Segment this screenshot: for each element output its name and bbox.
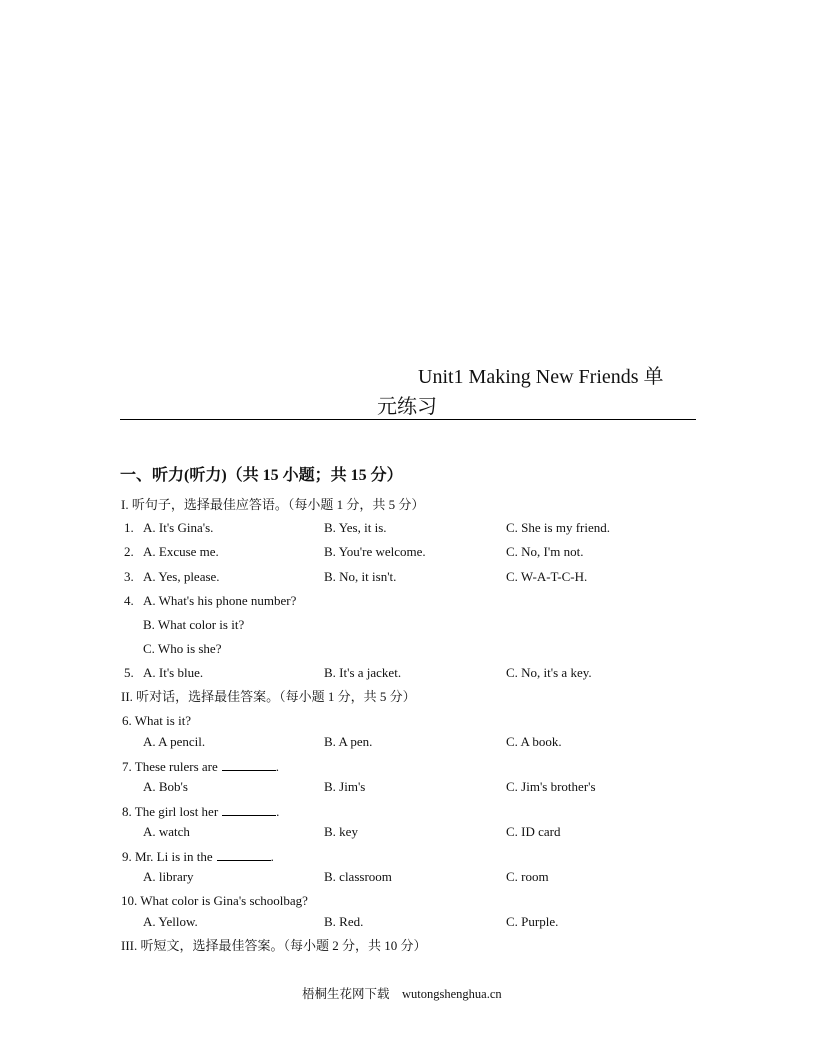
- title-divider: [120, 419, 696, 420]
- part-3-heading: III. 听短文，选择最佳答案。（每小题 2 分，共 10 分）: [121, 938, 427, 953]
- option-c: C. Jim's brother's: [506, 779, 596, 794]
- question-number: 5.: [124, 665, 134, 680]
- option-b: B. classroom: [324, 869, 392, 884]
- section-heading: 一、听力(听力)（共 15 小题；共 15 分）: [120, 467, 403, 484]
- option-a: A. It's blue.: [143, 665, 204, 680]
- stem-text: 8. The girl lost her: [122, 804, 219, 819]
- question-stem: 6. What is it?: [122, 713, 192, 728]
- option-b: B. What color is it?: [143, 617, 245, 632]
- option-c: C. No, it's a key.: [506, 665, 592, 680]
- document-title-line2: 元练习: [377, 396, 437, 418]
- option-c: C. W-A-T-C-H.: [506, 569, 588, 584]
- answer-blank: [222, 758, 276, 771]
- option-a: A. Yes, please.: [143, 569, 220, 584]
- option-b: B. Yes, it is.: [324, 520, 387, 535]
- option-b: B. No, it isn't.: [324, 569, 397, 584]
- question-number: 3.: [124, 569, 134, 584]
- option-a: A. library: [143, 869, 194, 884]
- question-number: 4.: [124, 593, 134, 608]
- option-c: C. She is my friend.: [506, 520, 610, 535]
- option-a: A. Yellow.: [143, 914, 198, 929]
- question-number: 2.: [124, 544, 134, 559]
- question-stem: [122, 848, 274, 865]
- option-b: B. A pen.: [324, 734, 373, 749]
- option-a: A. Excuse me.: [143, 544, 219, 559]
- option-b: B. Jim's: [324, 779, 366, 794]
- option-c: C. A book.: [506, 734, 562, 749]
- option-a: A. It's Gina's.: [143, 520, 214, 535]
- part-1-heading: I. 听句子，选择最佳应答语。（每小题 1 分，共 5 分）: [121, 497, 425, 512]
- option-b: B. It's a jacket.: [324, 665, 402, 680]
- question-stem: 10. What color is Gina's schoolbag?: [121, 893, 308, 908]
- page-footer: 梧桐生花网下载 wutongshenghua.cn: [302, 987, 502, 1001]
- option-a: A. A pencil.: [143, 734, 206, 749]
- stem-text: 7. These rulers are: [122, 759, 218, 774]
- option-a: A. watch: [143, 824, 190, 839]
- option-b: B. Red.: [324, 914, 364, 929]
- stem-suffix: .: [275, 759, 280, 774]
- option-c: C. room: [506, 869, 549, 884]
- option-c: C. No, I'm not.: [506, 544, 584, 559]
- option-c: C. Purple.: [506, 914, 559, 929]
- option-c: C. Who is she?: [143, 641, 222, 656]
- option-b: B. You're welcome.: [324, 544, 426, 559]
- question-stem: [122, 758, 279, 775]
- option-a: A. What's his phone number?: [143, 593, 297, 608]
- stem-suffix: .: [270, 849, 274, 864]
- answer-blank: [222, 803, 276, 816]
- option-a: A. Bob's: [143, 779, 188, 794]
- question-number: 1.: [124, 520, 134, 535]
- question-stem: [122, 803, 279, 820]
- part-2-heading: II. 听对话，选择最佳答案。（每小题 1 分，共 5 分）: [121, 689, 416, 704]
- answer-blank: [217, 848, 271, 861]
- option-b: B. key: [324, 824, 358, 839]
- stem-suffix: .: [276, 804, 280, 819]
- document-title-line1: Unit1 Making New Friends 单: [418, 366, 664, 388]
- stem-text: 9. Mr. Li is in the: [122, 849, 213, 864]
- option-c: C. ID card: [506, 824, 561, 839]
